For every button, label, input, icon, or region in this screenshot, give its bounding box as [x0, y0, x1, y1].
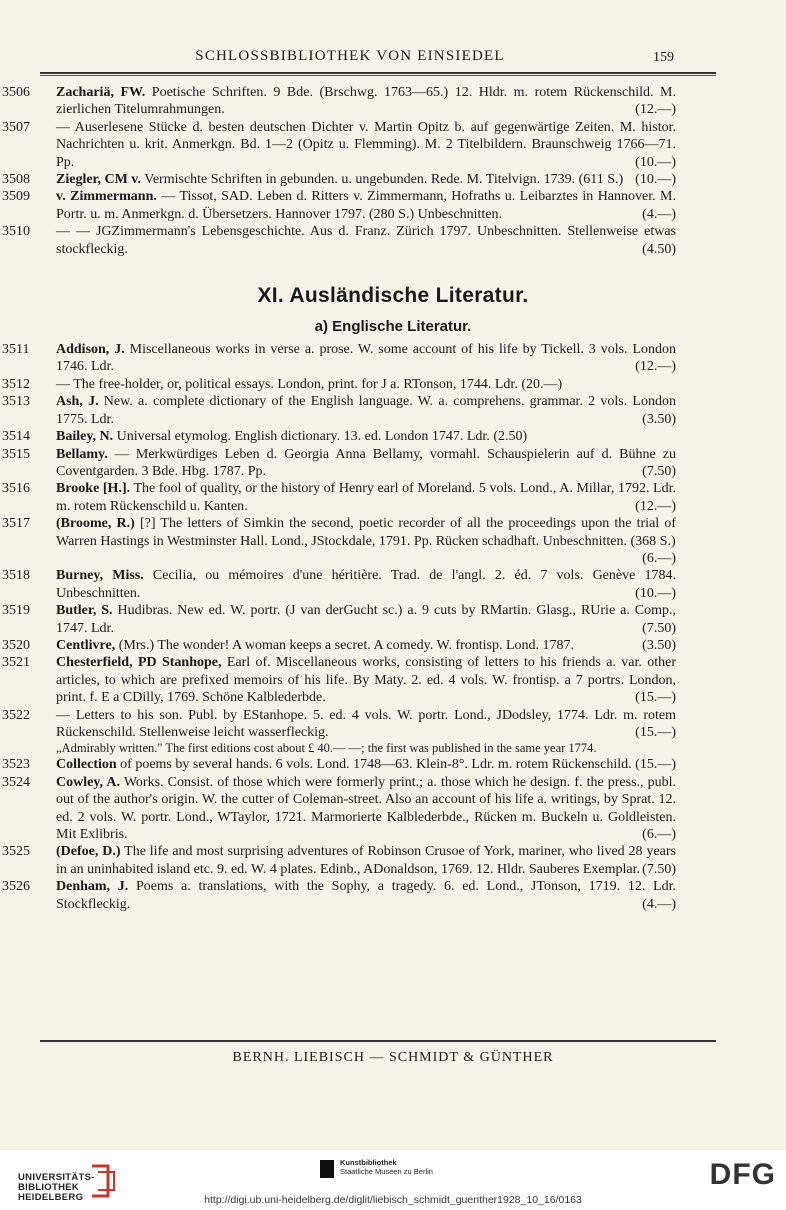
entry-author: (Defoe, D.) [56, 844, 121, 860]
entry-text: Cecilia, ou mémoires d'une héritière. Trad. de l'angl. 2. éd. 7 vols. Genève 1784. Unbeschnitten. [56, 568, 676, 601]
catalog-entry [2, 567, 676, 602]
entry-text: Universal etymolog. English dictionary. 13. ed. London 1747. Ldr. (2.50) [113, 429, 528, 445]
entry-author: Bellamy. [56, 446, 108, 462]
entry-number: 3513 [2, 394, 30, 410]
entry-author: Addison, J. [56, 342, 125, 358]
entry-author: (Broome, R.) [56, 516, 135, 532]
kunstbibliothek-logo[interactable] [320, 1158, 500, 1188]
entry-text: — Tissot, SAD. Leben d. Ritters v. Zimmermann, Hofraths u. Leibarztes in Hannover. M. Portr. u. m. Anmerkgn. d. Übersetzers. Hannover 1797. (280 S.) Unbeschnitten. [56, 189, 676, 222]
entries-bottom [0, 341, 786, 913]
catalog-entry [2, 393, 676, 428]
entry-author: Ziegler, CM v. [56, 172, 142, 188]
uni-line-1: UNIVERSITÄTS- [18, 1172, 95, 1183]
entry-text: Poems a. translations, with the Sophy, a tragedy. 6. ed. Lond., JTonson, 1719. 12. Ldr. Stockfleckig. [56, 879, 676, 912]
entry-author: Collection [56, 757, 117, 773]
entry-author: Burney, Miss. [56, 568, 144, 584]
entry-author: Zachariä, FW. [56, 85, 146, 100]
entry-number: 3525 [2, 844, 30, 860]
entry-number: 3517 [2, 516, 30, 532]
entry-author: v. Zimmermann. [56, 189, 157, 205]
entry-text: — Letters to his son. Publ. by EStanhope. 5. ed. 4 vols. W. portr. Lond., JDodsley, 1774. Ldr. m. rotem Rückenschild. Stellenweise leicht wasserfleckig. [56, 707, 676, 740]
entry-number: 3521 [2, 655, 30, 671]
entry-number: 3516 [2, 481, 30, 497]
entry-text: The life and most surprising adventures of Robinson Crusoe of York, mariner, who lived 28 years in an uninhabited island etc. 9. ed. W. 4 plates. Edinb., ADonaldson, 1769. 12. Hldr. Sauberes Exemplar. [56, 844, 676, 877]
entry-number: 3524 [2, 774, 30, 790]
entry-text: Poetische Schriften. 9 Bde. (Brschwg. 1763—65.) 12. Hldr. m. rotem Rückenschild. M. zierlichen Titelumrahmungen. [56, 85, 676, 118]
footer-publisher: BERNH. LIEBISCH — SCHMIDT & GÜNTHER [232, 1050, 554, 1065]
entry-number: 3512 [2, 376, 30, 392]
entry-number: 3509 [2, 189, 30, 205]
entries-top [0, 84, 786, 258]
entry-text: Earl of. Miscellaneous works, consisting of letters to his friends a. var. other articles, to which are prefixed memoirs of his life. By Maty. 2. ed. 4 vols. W. frontisp. a 7 portrs. London, print. f. E a CDilly, 1769. Schöne Kalblederbde. [56, 655, 676, 706]
entry-price: (4.—) [642, 896, 676, 912]
entry-number: 3522 [2, 707, 30, 723]
running-title: SCHLOSSBIBLIOTHEK VON EINSIEDEL [195, 48, 505, 64]
entry-number: 3510 [2, 224, 30, 240]
entry-text: Works. Consist. of those which were formerly print.; a. those which he design. f. the press., publ. out of the author's origin. W. the cutter of Coleman-street. Also an account of his life a. writings, by Sprat. 12. ed. 2 vols. W. portr. Lond., WTaylor, 1721. Marmorierte Kalblederbde., Rücken m. Buckeln u. Goldleisten. Mit Exlibris. [56, 774, 677, 843]
kb-line-2: Staatliche Museen zu Berlin [340, 1167, 433, 1176]
entry-author: Centlivre, [56, 637, 116, 653]
permalink-url[interactable]: http://digi.ub.uni-heidelberg.de/diglit/liebisch_schmidt_guenther1928_10_16/0163 [204, 1194, 582, 1206]
catalog-entry [2, 637, 676, 654]
page-header [0, 48, 786, 72]
footer-rule [40, 1040, 716, 1042]
entry-number: 3506 [2, 85, 30, 100]
entry-price: (15.—) [635, 690, 676, 706]
catalog-entry [2, 480, 676, 515]
kb-line-1: Kunstbibliothek [340, 1158, 397, 1167]
entry-author: Denham, J. [56, 879, 129, 895]
entry-number: 3511 [2, 342, 30, 358]
entry-text: — Auserlesene Stücke d. besten deutschen Dichter v. Martin Opitz b. auf gegenwärtige Zeiten. M. histor. Nachrichten u. krit. Anmerkgn. Bd. 1—2 (Opitz u. Flemming). M. 2 Titelbildern. Braunschweig 1766—71. Pp. [56, 119, 676, 170]
entry-text: New. a. complete dictionary of the English language. W. a. comprehens. grammar. 2 vols. London 1775. Ldr. [56, 394, 676, 427]
catalog-entry [2, 446, 676, 481]
catalog-entry [2, 654, 676, 706]
entry-author: Cowley, A. [56, 774, 120, 790]
entry-author: Brooke [H.]. [56, 481, 131, 497]
uni-line-2: BIBLIOTHEK [18, 1182, 80, 1193]
catalog-entry [2, 119, 676, 171]
header-rule-thin [40, 75, 716, 76]
catalog-entry [2, 515, 677, 567]
entry-text: Miscellaneous works in verse a. prose. W. some account of his life by Tickell. 3 vols. London 1746. Ldr. [56, 342, 677, 375]
entry-text: Hudibras. New ed. W. portr. (J van derGucht sc.) a. 9 cuts by RMartin. Glasg., RUrie a. Comp., 1747. Ldr. [56, 603, 676, 636]
entry-text: Vermischte Schriften in gebunden. u. ungebunden. Rede. M. Titelvign. 1739. (611 S.) [141, 172, 624, 188]
entry-price: (3.50) [642, 411, 676, 427]
entry-number: 3523 [2, 757, 30, 773]
entry-text: The fool of quality, or the history of Henry earl of Moreland. 5 vols. Lond., A. Millar, 1792. Ldr. m. rotem Rückenschild u. Kanten. [56, 481, 676, 514]
digitization-bar [0, 1150, 786, 1210]
entry-price: (15.—) [635, 757, 676, 773]
entry-text: — Merkwürdiges Leben d. Georgia Anna Bellamy, vormahl. Schauspielerin auf d. Bühne zu Coventgarden. 3 Bde. Hbg. 1787. Pp. [56, 446, 676, 479]
entry-author: Chesterfield, PD Stanhope, [56, 655, 222, 671]
page-number: 159 [653, 50, 674, 65]
header-rule [40, 72, 716, 74]
entry-note: „Admirably written." The first editions cost about £ 40.— —; the first was published in the same year 1774. [56, 741, 597, 756]
entry-author: Bailey, N. [56, 429, 114, 445]
kunstbibliothek-icon [320, 1160, 334, 1178]
section-subtitle: a) Englische Literatur. [314, 318, 472, 336]
catalog-entry [2, 428, 676, 445]
catalog-entry [2, 84, 676, 119]
catalog-entry [2, 843, 676, 878]
catalog-entry [2, 171, 676, 188]
entry-price: (7.50) [642, 861, 676, 877]
kunstbibliothek-label [340, 1158, 433, 1176]
entry-number: 3508 [2, 172, 30, 188]
entry-price: (6.—) [642, 827, 676, 843]
entry-price: (10.—) [635, 154, 676, 170]
entry-price: (7.50) [642, 463, 676, 479]
catalog-entry [2, 707, 676, 757]
entry-number: 3507 [2, 119, 30, 135]
entry-number: 3514 [2, 429, 30, 445]
entry-text: of poems by several hands. 6 vols. Lond. 1748—63. Klein-8°. Ldr. m. rotem Rückenschild. [116, 757, 632, 773]
entry-number: 3515 [2, 446, 30, 462]
entry-price: (7.50) [642, 620, 676, 636]
entry-number: 3520 [2, 637, 30, 653]
catalog-entry [2, 376, 676, 393]
entry-number: 3518 [2, 568, 30, 584]
entry-price: (4.50) [642, 241, 676, 257]
catalog-entry [2, 341, 677, 376]
entry-price: (6.—) [642, 550, 676, 566]
uni-line-3: HEIDELBERG [18, 1192, 84, 1203]
entry-price: (12.—) [635, 359, 676, 375]
catalog-entry [2, 223, 676, 258]
entry-price: (10.—) [635, 585, 676, 601]
section-title: XI. Ausländische Literatur. [257, 284, 529, 308]
entry-text: (Mrs.) The wonder! A woman keeps a secret. A comedy. W. frontisp. Lond. 1787. [115, 637, 575, 653]
entry-author: Butler, S. [56, 603, 113, 619]
catalog-entry [2, 602, 676, 637]
entry-price: (10.—) [635, 172, 676, 188]
catalog-entry [2, 188, 676, 223]
entry-price: (12.—) [635, 102, 676, 118]
entry-price: (15.—) [635, 725, 676, 740]
entry-text: [?] The letters of Simkin the second, poetic recorder of all the proceedings upon the trial of Warren Hastings in Westminster Hall. Lond., JStockdale, 1791. Pp. Rücken schadhaft. Unbeschnitten. (368 S.) [56, 516, 677, 549]
entry-price: (3.50) [642, 637, 676, 653]
entry-author: Ash, J. [56, 394, 99, 410]
catalog-entries [0, 84, 786, 913]
catalog-entry [2, 774, 677, 844]
entry-number: 3526 [2, 879, 30, 895]
entry-price: (12.—) [635, 498, 676, 514]
entry-text: — The free-holder, or, political essays. London, print. for J a. RTonson, 1744. Ldr. (20.—) [56, 376, 563, 392]
catalog-entry [2, 756, 676, 773]
dfg-logo[interactable]: DFG [709, 1158, 776, 1191]
entry-text: — — JGZimmermann's Lebensgeschichte. Aus d. Franz. Zürich 1797. Unbeschnitten. Stellenweise etwas stockfleckig. [56, 224, 676, 257]
entry-number: 3519 [2, 603, 30, 619]
entry-price: (4.—) [642, 206, 676, 222]
catalog-entry [2, 878, 676, 913]
